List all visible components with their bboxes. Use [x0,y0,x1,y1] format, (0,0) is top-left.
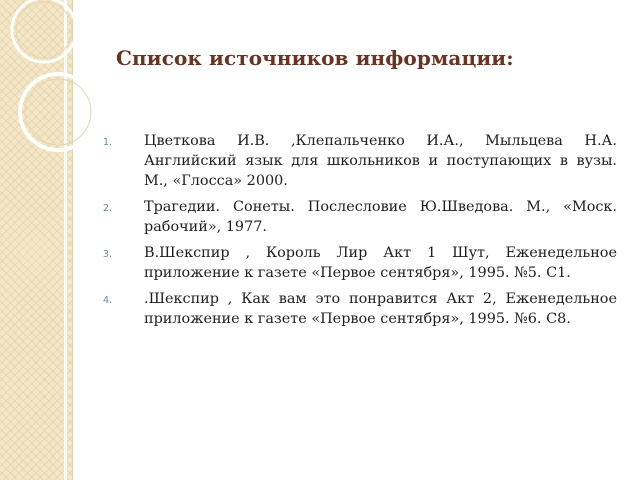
source-item [103,289,617,329]
decorative-rings [0,0,120,200]
item-text: .Шекспир , Как вам это понравится Акт 2, Еженедельное приложение к газете «Первое сентября», 1995. №6. С8. [144,291,617,327]
ring-bottom-inner [25,79,91,145]
source-item [103,131,617,191]
item-number: 4. [103,295,113,306]
item-text: Трагедии. Сонеты. Послесловие Ю.Шведова. М., «Моск. рабочий», 1977. [144,199,617,235]
source-item [103,243,617,283]
item-number: 2. [103,203,113,214]
ring-bottom [20,74,96,150]
ring-top-inner [16,2,72,58]
ring-top [12,0,76,62]
sources-list [103,131,617,335]
item-text: Цветкова И.В. ,Клепальченко И.А., Мыльцева Н.А. Английский язык для школьников и поступающих в вузы. М., «Глосса» 2000. [144,133,617,189]
source-item [103,197,617,237]
slide-title: Список источников информации: [116,46,514,70]
item-number: 3. [103,249,113,260]
item-text: В.Шекспир , Король Лир Акт 1 Шут, Еженедельное приложение к газете «Первое сентября», 1995. №5. С1. [144,245,617,281]
item-number: 1. [103,137,113,148]
